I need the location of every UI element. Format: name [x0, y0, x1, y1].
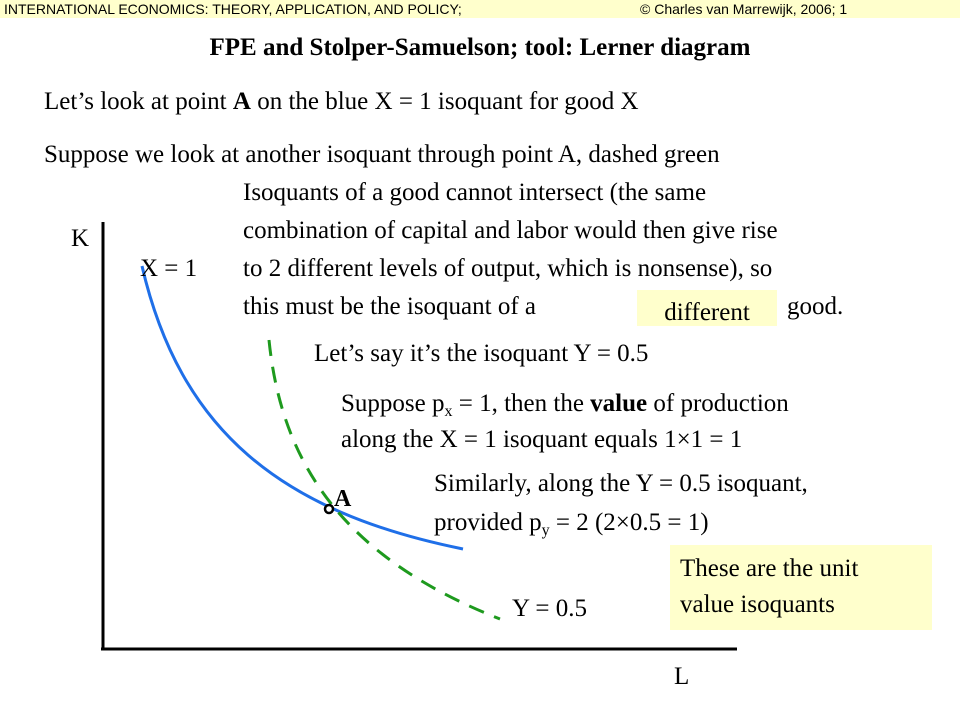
line-similarly: Similarly, along the Y = 0.5 isoquant, — [434, 470, 808, 497]
l-axis-label: L — [674, 663, 690, 690]
header-right-text: © Charles van Marrewijk, 2006; 1 — [640, 1, 848, 17]
line-value-x: along the X = 1 isoquant equals 1×1 = 1 — [341, 426, 743, 453]
para-line-1: Isoquants of a good cannot intersect (the same — [243, 179, 707, 206]
point-a-marker — [325, 505, 333, 513]
para-line-3: to 2 different levels of output, which is nonsense), so — [243, 255, 773, 282]
suppose-px-post: of production — [647, 390, 789, 417]
provided-py-post: = 2 (2×0.5 = 1) — [549, 509, 709, 536]
line-another-isoquant: Suppose we look at another isoquant through point A, dashed green — [44, 141, 720, 168]
k-axis-label: K — [71, 225, 90, 252]
highlight-different: different — [637, 290, 777, 326]
para-line-4-post: good. — [787, 293, 844, 320]
suppose-px-mid: = 1, then the — [452, 390, 591, 417]
line-isoquant-y: Let’s say it’s the isoquant Y = 0.5 — [314, 340, 649, 367]
para-line-2: combination of capital and labor would then give rise — [243, 217, 778, 244]
isoquant-x — [142, 266, 463, 549]
suppose-px-pre: Suppose p — [341, 390, 445, 417]
suppose-px-sub: x — [444, 403, 453, 420]
line-point-a-pre: Let’s look at point — [44, 88, 233, 115]
line-point-a-post: on the blue X = 1 isoquant for good X — [250, 88, 639, 115]
point-a-label: A — [334, 486, 352, 512]
provided-py-sub: y — [541, 522, 550, 539]
isoquant-x-label: X = 1 — [140, 255, 198, 282]
header-left-text: INTERNATIONAL ECONOMICS: THEORY, APPLICATION, AND POLICY; — [4, 1, 462, 17]
suppose-px-bold: value — [590, 390, 648, 417]
provided-py-pre: provided p — [434, 509, 542, 536]
isoquant-y-label: Y = 0.5 — [512, 595, 587, 622]
unit-value-line-2: value isoquants — [680, 591, 835, 618]
para-line-4-pre: this must be the isoquant of a — [243, 293, 537, 320]
slide-title: FPE and Stolper-Samuelson; tool: Lerner diagram — [209, 34, 751, 61]
line-point-a-bold: A — [232, 88, 251, 115]
unit-value-line-1: These are the unit — [680, 555, 859, 582]
isoquant-y — [269, 340, 500, 619]
